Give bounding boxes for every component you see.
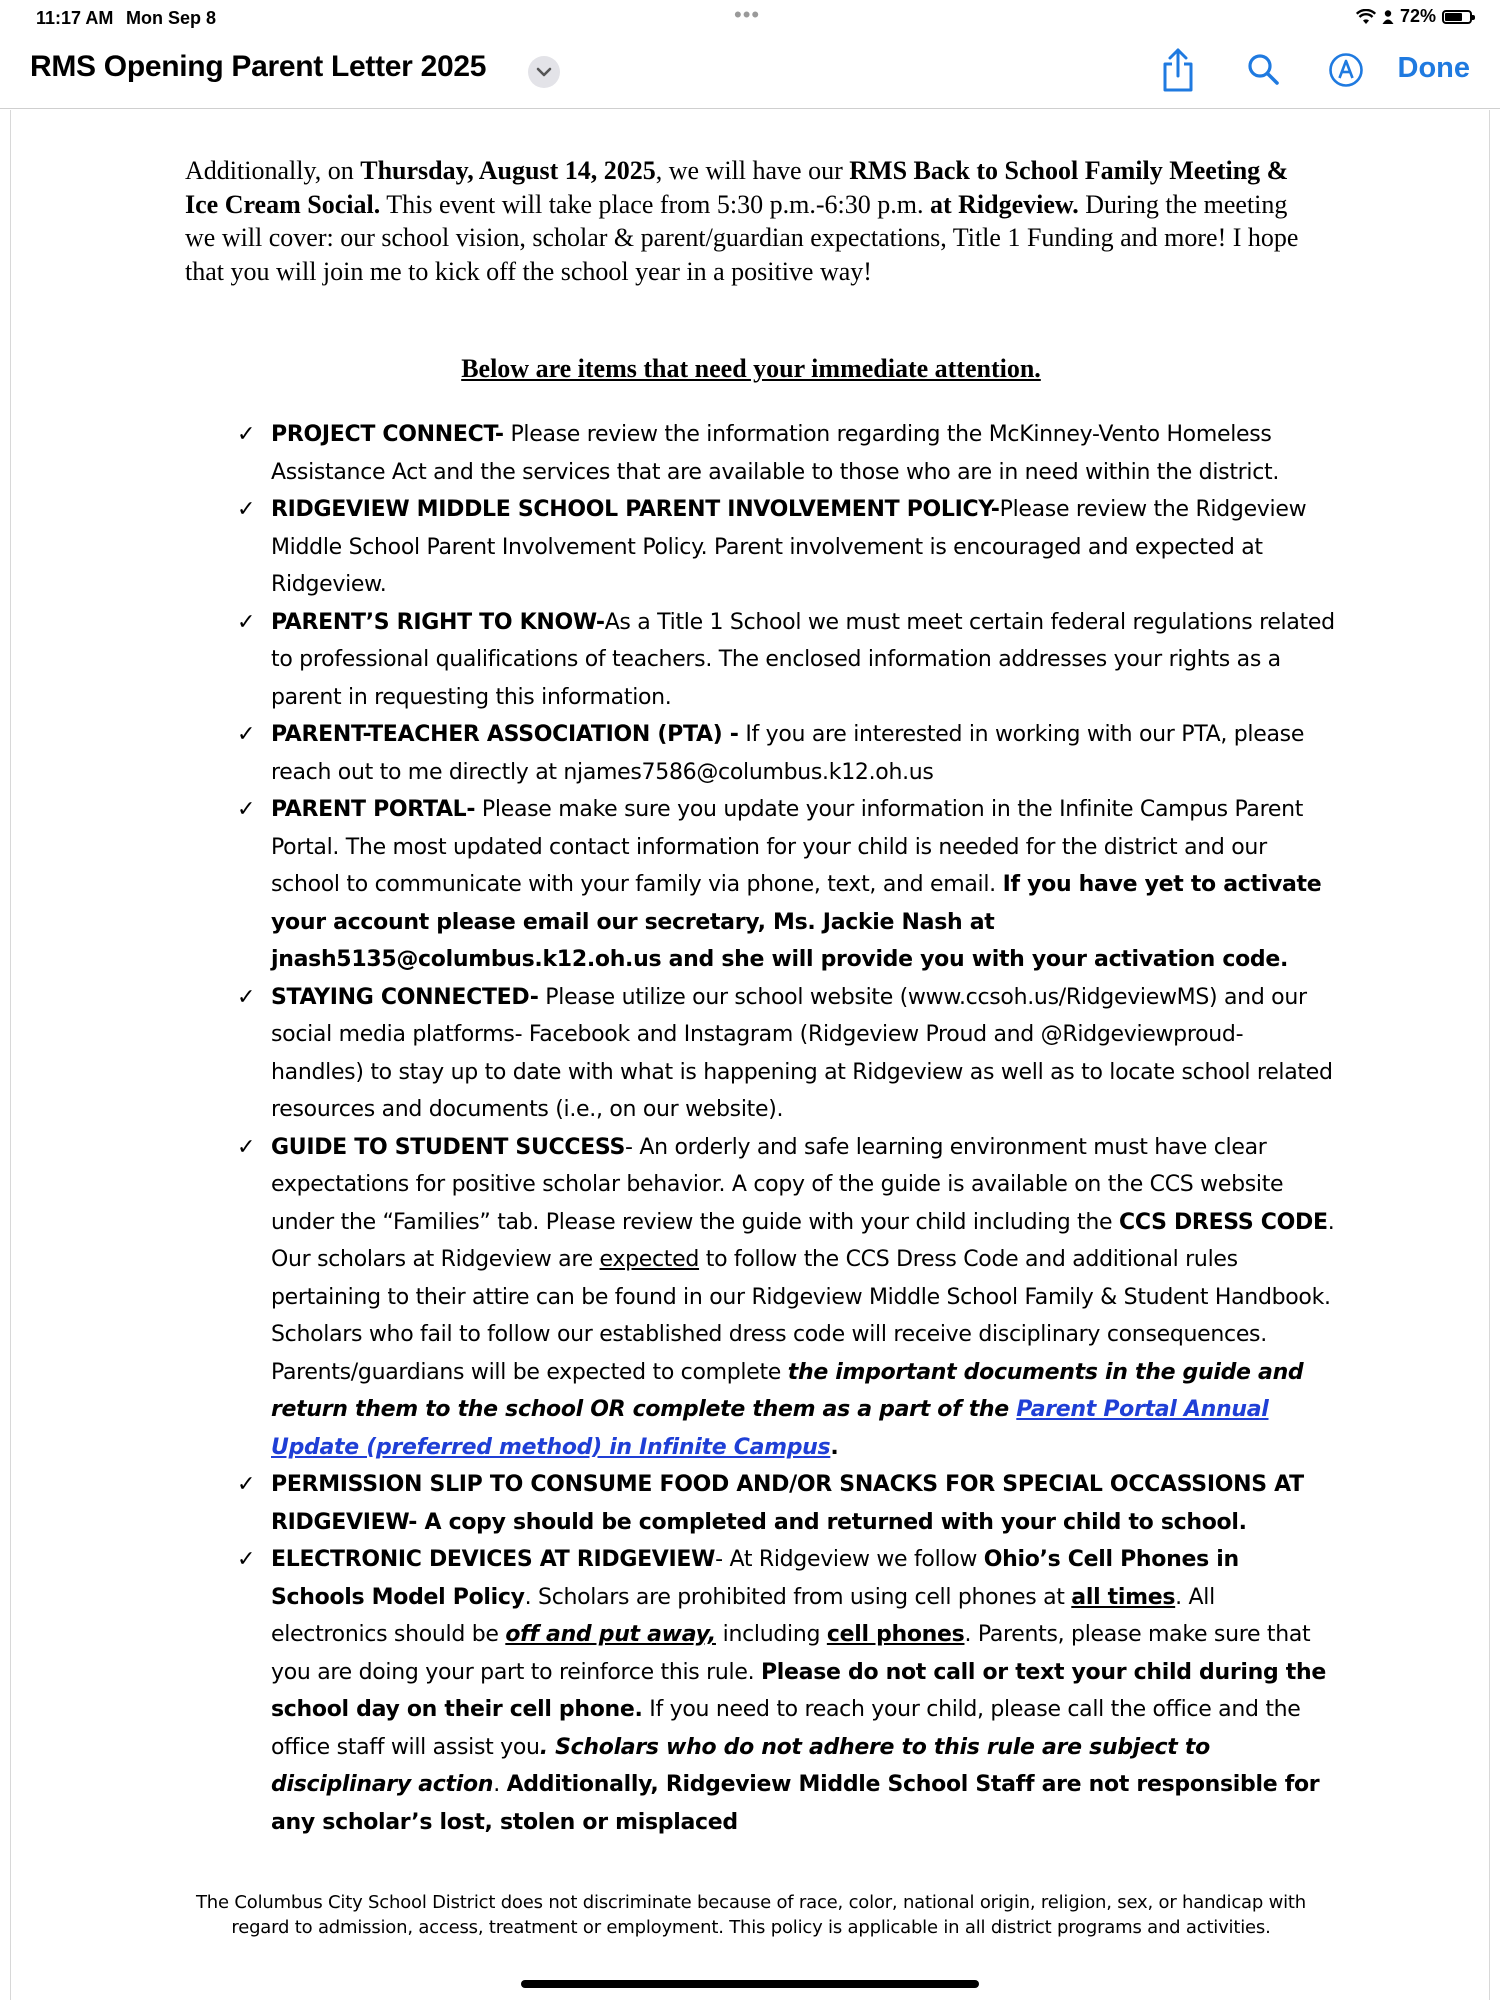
wifi-icon bbox=[1356, 9, 1376, 25]
list-item-electronic-devices: ✓ ELECTRONIC DEVICES AT RIDGEVIEW- At Ridgeview we follow Ohio’s Cell Phones in Schools Model Policy. Scholars are prohibited from using cell phones at all times. All electronics should be off and put away, including cell phones. Parents, please make sure that you are doing your part to reinforce this rule. Please do not call or text your child during the school day on their cell phone. If you need to reach your child, please call the office and the office staff will assist you. Scholars who do not adhere to this rule are subject to disciplinary action. Additionally, Ridgeview Middle School Staff are not responsible for any scholar’s lost, stolen or misplaced bbox=[185, 1541, 1335, 1841]
event-name: RMS Back to School Family Meeting & Ice Cream Social. bbox=[185, 156, 1289, 219]
status-date: Mon Sep 8 bbox=[126, 8, 217, 28]
checkmark-icon: ✓ bbox=[237, 1547, 256, 1572]
list-item-right-to-know: ✓ PARENT’S RIGHT TO KNOW-As a Title 1 School we must meet certain federal regulations related to professional qualifications of teachers. The enclosed information addresses your rights as a parent in requesting this information. bbox=[185, 604, 1335, 717]
search-icon[interactable] bbox=[1246, 52, 1280, 86]
share-icon[interactable] bbox=[1160, 46, 1196, 94]
list-item-staying-connected: ✓ STAYING CONNECTED- Please utilize our school website (www.ccsoh.us/RidgeviewMS) and our social media platforms- Facebook and Instagram (Ridgeview Proud and @Ridgeviewproud- handles) to stay up to date with what is happening at Ridgeview as well as to locate school related resources and documents (i.e., on our website). bbox=[185, 979, 1335, 1129]
person-icon bbox=[1382, 9, 1394, 25]
checkmark-icon: ✓ bbox=[237, 497, 256, 522]
intro-paragraph: Additionally, on Thursday, August 14, 2025, we will have our RMS Back to School Family Meeting & Ice Cream Social. This event will take place from 5:30 p.m.-6:30 p.m. at Ridgeview. During the meeting we will cover: our school vision, scholar & parent/guardian expectations, Title 1 Funding and more! I hope that you will join me to kick off the school year in a positive way! bbox=[185, 156, 1299, 286]
done-button[interactable]: Done bbox=[1397, 52, 1470, 84]
event-date: Thursday, August 14, 2025 bbox=[360, 156, 656, 185]
checkmark-icon: ✓ bbox=[237, 1472, 256, 1497]
list-item-parent-involvement-policy: ✓ RIDGEVIEW MIDDLE SCHOOL PARENT INVOLVEMENT POLICY-Please review the Ridgeview Middle School Parent Involvement Policy. Parent involvement is encouraged and expected at Ridgeview. bbox=[185, 491, 1335, 604]
document-title: RMS Opening Parent Letter 2025 bbox=[30, 50, 487, 83]
list-item-permission-slip: ✓ PERMISSION SLIP TO CONSUME FOOD AND/OR SNACKS FOR SPECIAL OCCASSIONS AT RIDGEVIEW- A copy should be completed and returned with your child to school. bbox=[185, 1466, 1335, 1541]
status-right bbox=[1356, 6, 1472, 27]
battery-percent: 72% bbox=[1399, 6, 1436, 26]
list-item-parent-portal: ✓ PARENT PORTAL- Please make sure you update your information in the Infinite Campus Parent Portal. The most updated contact information for your child is needed for the district and our school to communicate with your family via phone, text, and email. If you have yet to activate your account please email our secretary, Ms. Jackie Nash at jnash5135@columbus.k12.oh.us and she will provide you with your activation code. bbox=[185, 791, 1335, 979]
parent-portal-update-link[interactable]: Parent Portal Annual Update (preferred method) in Infinite Campus bbox=[271, 1397, 1269, 1460]
markup-icon[interactable] bbox=[1328, 52, 1364, 88]
section-heading: Below are items that need your immediate attention. bbox=[461, 354, 1041, 383]
status-time: 11:17 AM bbox=[36, 8, 114, 28]
home-indicator[interactable] bbox=[521, 1980, 979, 1988]
checkmark-icon: ✓ bbox=[237, 1134, 256, 1160]
document-toolbar bbox=[0, 36, 1500, 109]
list-item-project-connect: ✓ PROJECT CONNECT- Please review the information regarding the McKinney-Vento Homeless Assistance Act and the services that are available to those who are in need within the district. bbox=[185, 416, 1335, 491]
more-dots-icon[interactable]: ••• bbox=[734, 2, 761, 27]
status-bar bbox=[0, 0, 1500, 36]
checkmark-icon: ✓ bbox=[237, 984, 256, 1010]
list-item-guide-to-success: ✓ GUIDE TO STUDENT SUCCESS- An orderly and safe learning environment must have clear expectations for positive scholar behavior. A copy of the guide is available on the CCS website under the “Families” tab. Please review the guide with your child including the CCS DRESS CODE. Our scholars at Ridgeview are expected to follow the CCS Dress Code and additional rules pertaining to their attire can be found in our Ridgeview Middle School Family & Student Handbook. Scholars who fail to follow our established dress code will receive disciplinary consequences. Parents/guardians will be expected to complete the important documents in the guide and return them to the school OR complete them as a part of the Parent Portal Annual Update (preferred method) in Infinite Campus. bbox=[185, 1129, 1335, 1467]
checkmark-icon: ✓ bbox=[237, 422, 256, 447]
checkmark-icon: ✓ bbox=[237, 609, 256, 635]
nondiscrimination-footer: The Columbus City School District does not discriminate because of race, color, national origin, religion, sex, or handicap with regard to admission, access, treatment or employment. This policy is applicable in all district programs and activities. bbox=[196, 1892, 1306, 1938]
checkmark-icon: ✓ bbox=[237, 722, 256, 747]
event-location: at Ridgeview. bbox=[929, 189, 1079, 219]
document-page bbox=[10, 110, 1490, 2000]
battery-icon bbox=[1442, 10, 1472, 24]
chevron-down-icon[interactable] bbox=[528, 56, 560, 88]
attention-list bbox=[185, 416, 1335, 1841]
list-item-pta: ✓ PARENT-TEACHER ASSOCIATION (PTA) - If you are interested in working with our PTA, please reach out to me directly at njames7586@columbus.k12.oh.us bbox=[185, 716, 1335, 791]
checkmark-icon: ✓ bbox=[237, 797, 256, 822]
